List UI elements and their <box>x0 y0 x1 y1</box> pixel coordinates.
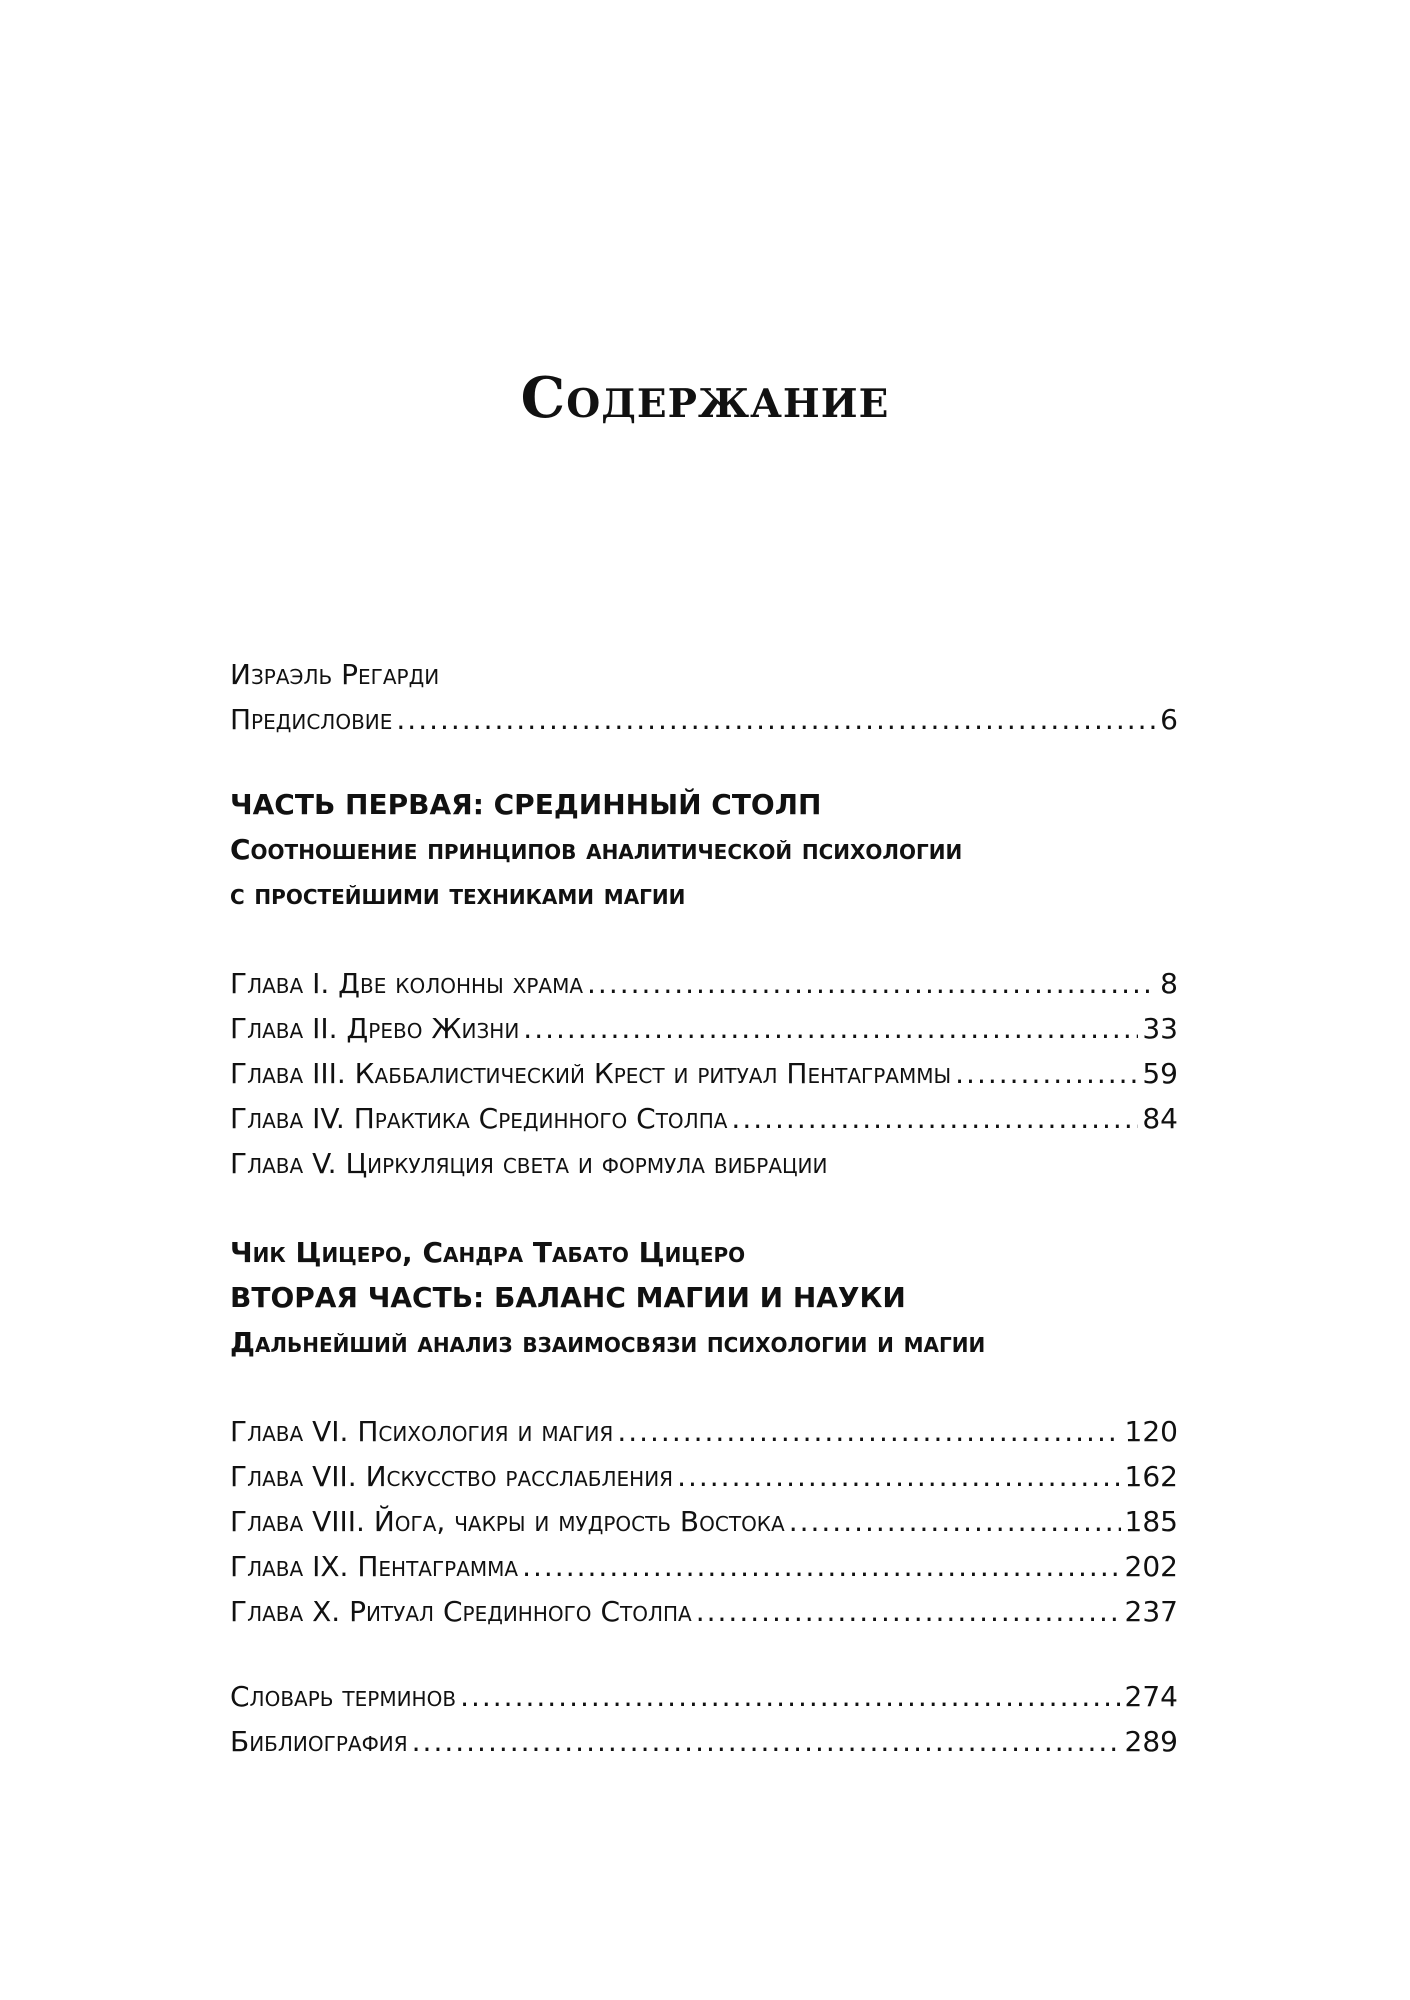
dot-leader <box>523 1006 1138 1051</box>
toc-entry-label: Глава X. Ритуал Срединного Столпа <box>230 1595 692 1628</box>
toc-entry-label: Глава V. Циркуляция света и формула вибрации <box>230 1147 828 1180</box>
dot-leader <box>522 1544 1120 1589</box>
toc-entry-label: Глава IX. Пентаграмма <box>230 1550 519 1583</box>
toc-entry-chapter-7[interactable] <box>230 1454 1178 1499</box>
toc-entry-label: Глава VI. Психология и магия <box>230 1415 614 1448</box>
toc-entry-preface[interactable] <box>230 697 1178 742</box>
toc-entry-chapter-4[interactable] <box>230 1096 1178 1141</box>
part-two-title: ВТОРАЯ ЧАСТЬ: БАЛАНС МАГИИ И НАУКИ <box>230 1281 906 1314</box>
dot-leader <box>789 1499 1121 1544</box>
toc-entry-label: Предисловие <box>230 703 393 736</box>
toc-entry-label: Глава IV. Практика Срединного Столпа <box>230 1102 728 1135</box>
dot-leader <box>587 961 1156 1006</box>
toc-entry-page: 6 <box>1160 703 1178 736</box>
toc-entry-page: 162 <box>1124 1460 1178 1493</box>
part-two-authors: Чик Цицеро, Сандра Табато Цицеро <box>230 1236 746 1269</box>
toc-entry-label: Глава I. Две колонны храма <box>230 967 584 1000</box>
table-of-contents <box>230 652 1178 1764</box>
toc-entry-chapter-10[interactable] <box>230 1589 1178 1634</box>
page-title: Содержание <box>520 365 890 431</box>
intro-author: Израэль Регарди <box>230 658 440 691</box>
toc-entry-page: 202 <box>1124 1550 1178 1583</box>
part-one-subtitle-line2: с простейшими техниками магии <box>230 878 686 911</box>
toc-entry-chapter-2[interactable] <box>230 1006 1178 1051</box>
toc-entry-chapter-1[interactable] <box>230 961 1178 1006</box>
toc-entry-page: 120 <box>1124 1415 1178 1448</box>
toc-entry-label: Библиография <box>230 1725 408 1758</box>
dot-leader <box>731 1096 1138 1141</box>
toc-entry-bibliography[interactable] <box>230 1719 1178 1764</box>
dot-leader <box>412 1719 1121 1764</box>
toc-entry-chapter-6[interactable] <box>230 1409 1178 1454</box>
part-one-title: ЧАСТЬ ПЕРВАЯ: СРЕДИННЫЙ СТОЛП <box>230 788 822 821</box>
toc-entry-glossary[interactable] <box>230 1674 1178 1719</box>
toc-entry-chapter-5[interactable] <box>230 1141 1178 1186</box>
toc-entry-page: 84 <box>1142 1102 1178 1135</box>
toc-entry-label: Глава II. Древо Жизни <box>230 1012 520 1045</box>
dot-leader <box>677 1454 1120 1499</box>
toc-entry-page: 8 <box>1160 967 1178 1000</box>
dot-leader <box>617 1409 1120 1454</box>
toc-entry-page: 289 <box>1124 1725 1178 1758</box>
toc-entry-label: Глава III. Каббалистический Крест и ритуал Пентаграммы <box>230 1057 952 1090</box>
toc-entry-label: Глава VII. Искусство расслабления <box>230 1460 674 1493</box>
toc-entry-page: 185 <box>1124 1505 1178 1538</box>
dot-leader <box>460 1674 1120 1719</box>
dot-leader <box>955 1051 1138 1096</box>
toc-entry-chapter-8[interactable] <box>230 1499 1178 1544</box>
toc-entry-page: 274 <box>1124 1680 1178 1713</box>
dot-leader <box>696 1589 1121 1634</box>
toc-entry-page: 33 <box>1142 1012 1178 1045</box>
toc-entry-label: Словарь терминов <box>230 1680 457 1713</box>
toc-entry-chapter-3[interactable] <box>230 1051 1178 1096</box>
part-one-subtitle-line1: Соотношение принципов аналитической психологии <box>230 833 963 866</box>
toc-entry-label: Глава VIII. Йога, чакры и мудрость Востока <box>230 1505 785 1538</box>
dot-leader <box>396 697 1156 742</box>
toc-entry-chapter-9[interactable] <box>230 1544 1178 1589</box>
toc-entry-page: 237 <box>1124 1595 1178 1628</box>
toc-entry-page: 59 <box>1142 1057 1178 1090</box>
part-two-subtitle: Дальнейший анализ взаимосвязи психологии и магии <box>230 1326 986 1359</box>
